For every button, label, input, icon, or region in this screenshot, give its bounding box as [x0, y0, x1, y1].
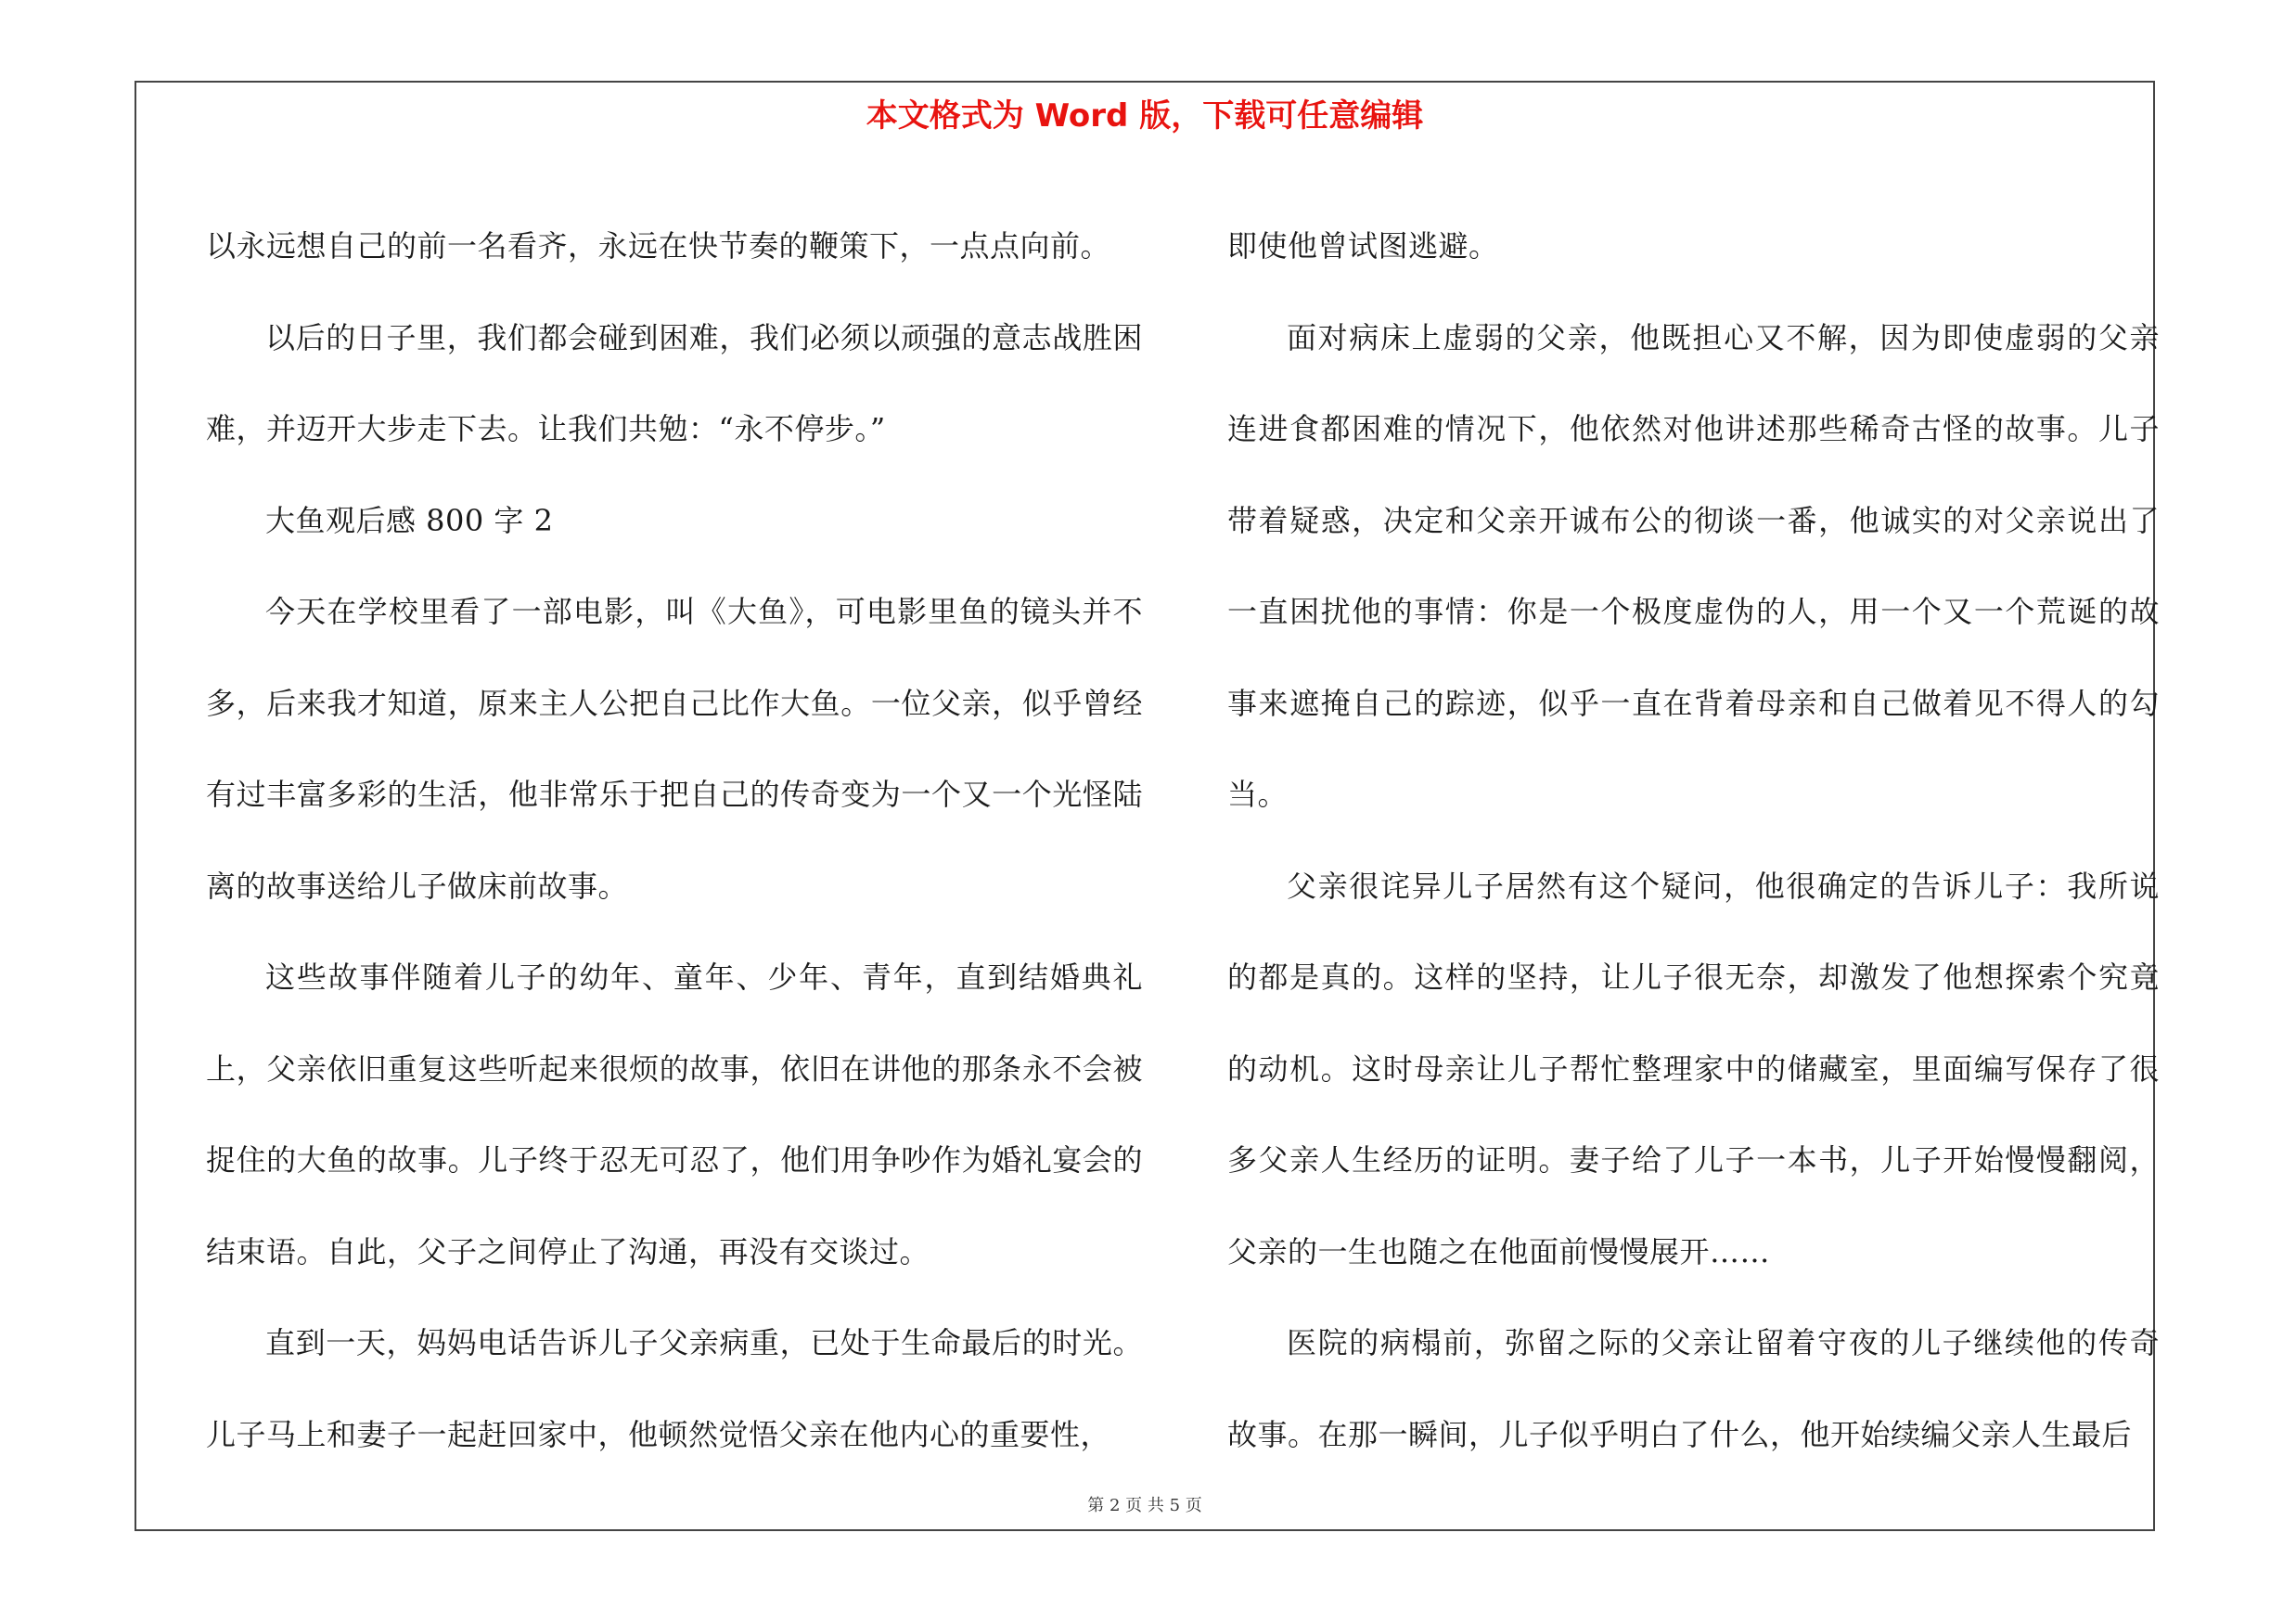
- paragraph: 这些故事伴随着儿子的幼年、童年、少年、青年，直到结婚典礼上，父亲依旧重复这些听起来很烦的故事，依旧在讲他的那条永不会被捉住的大鱼的故事。儿子终于忍无可忍了，他们用争吵作为婚礼宴会的结束语。自此，父子之间停止了沟通，再没有交谈过。: [206, 960, 1143, 1269]
- page-number-footer: 第 2 页 共 5 页: [1087, 1496, 1202, 1515]
- paragraph: 直到一天，妈妈电话告诉儿子父亲病重，已处于生命最后的时光。儿子马上和妻子一起赶回家中，他顿然觉悟父亲在他内心的重要性，: [206, 1325, 1143, 1452]
- page-frame: [135, 81, 2160, 1531]
- paragraph: 今天在学校里看了一部电影，叫《大鱼》，可电影里鱼的镜头并不多，后来我才知道，原来主人公把自己比作大鱼。一位父亲，似乎曾经有过丰富多彩的生活，他非常乐于把自己的传奇变为一个又一个光怪陆离的故事送给儿子做床前故事。: [206, 594, 1143, 904]
- paragraph: 面对病床上虚弱的父亲，他既担心又不解，因为即使虚弱的父亲连进食都困难的情况下，他依然对他讲述那些稀奇古怪的故事。儿子带着疑惑，决定和父亲开诚布公的彻谈一番，他诚实的对父亲说出了一直困扰他的事情：你是一个极度虚伪的人，用一个又一个荒诞的故事来遮掩自己的踪迹，似乎一直在背着母亲和自己做着见不得人的勾当。: [1227, 319, 2160, 812]
- paragraph: 以永远想自己的前一名看齐，永远在快节奏的鞭策下，一点点向前。: [206, 228, 1111, 264]
- paragraph: 即使他曾试图逃避。: [1227, 228, 1499, 264]
- paragraph: 医院的病榻前，弥留之际的父亲让留着守夜的儿子继续他的传奇故事。在那一瞬间，儿子似乎明白了什么，他开始续编父亲人生最后: [1227, 1325, 2160, 1452]
- paragraph: 父亲很诧异儿子居然有这个疑问，他很确定的告诉儿子：我所说的都是真的。这样的坚持，让儿子很无奈，却激发了他想探索个究竟的动机。这时母亲让儿子帮忙整理家中的储藏室，里面编写保存了很多父亲人生经历的证明。妻子给了儿子一本书，儿子开始慢慢翻阅，父亲的一生也随之在他面前慢慢展开……: [1227, 868, 2160, 1269]
- right-text-column: [1227, 200, 2160, 1480]
- paragraph: 以后的日子里，我们都会碰到困难，我们必须以顽强的意志战胜困难，并迈开大步走下去。让我们共勉：“永不停步。”: [206, 319, 1143, 446]
- left-text-column: [206, 200, 1143, 1480]
- section-heading: 大鱼观后感 800 字 2: [265, 502, 554, 538]
- format-notice-banner: 本文格式为 Word 版，下载可任意编辑: [866, 97, 1424, 135]
